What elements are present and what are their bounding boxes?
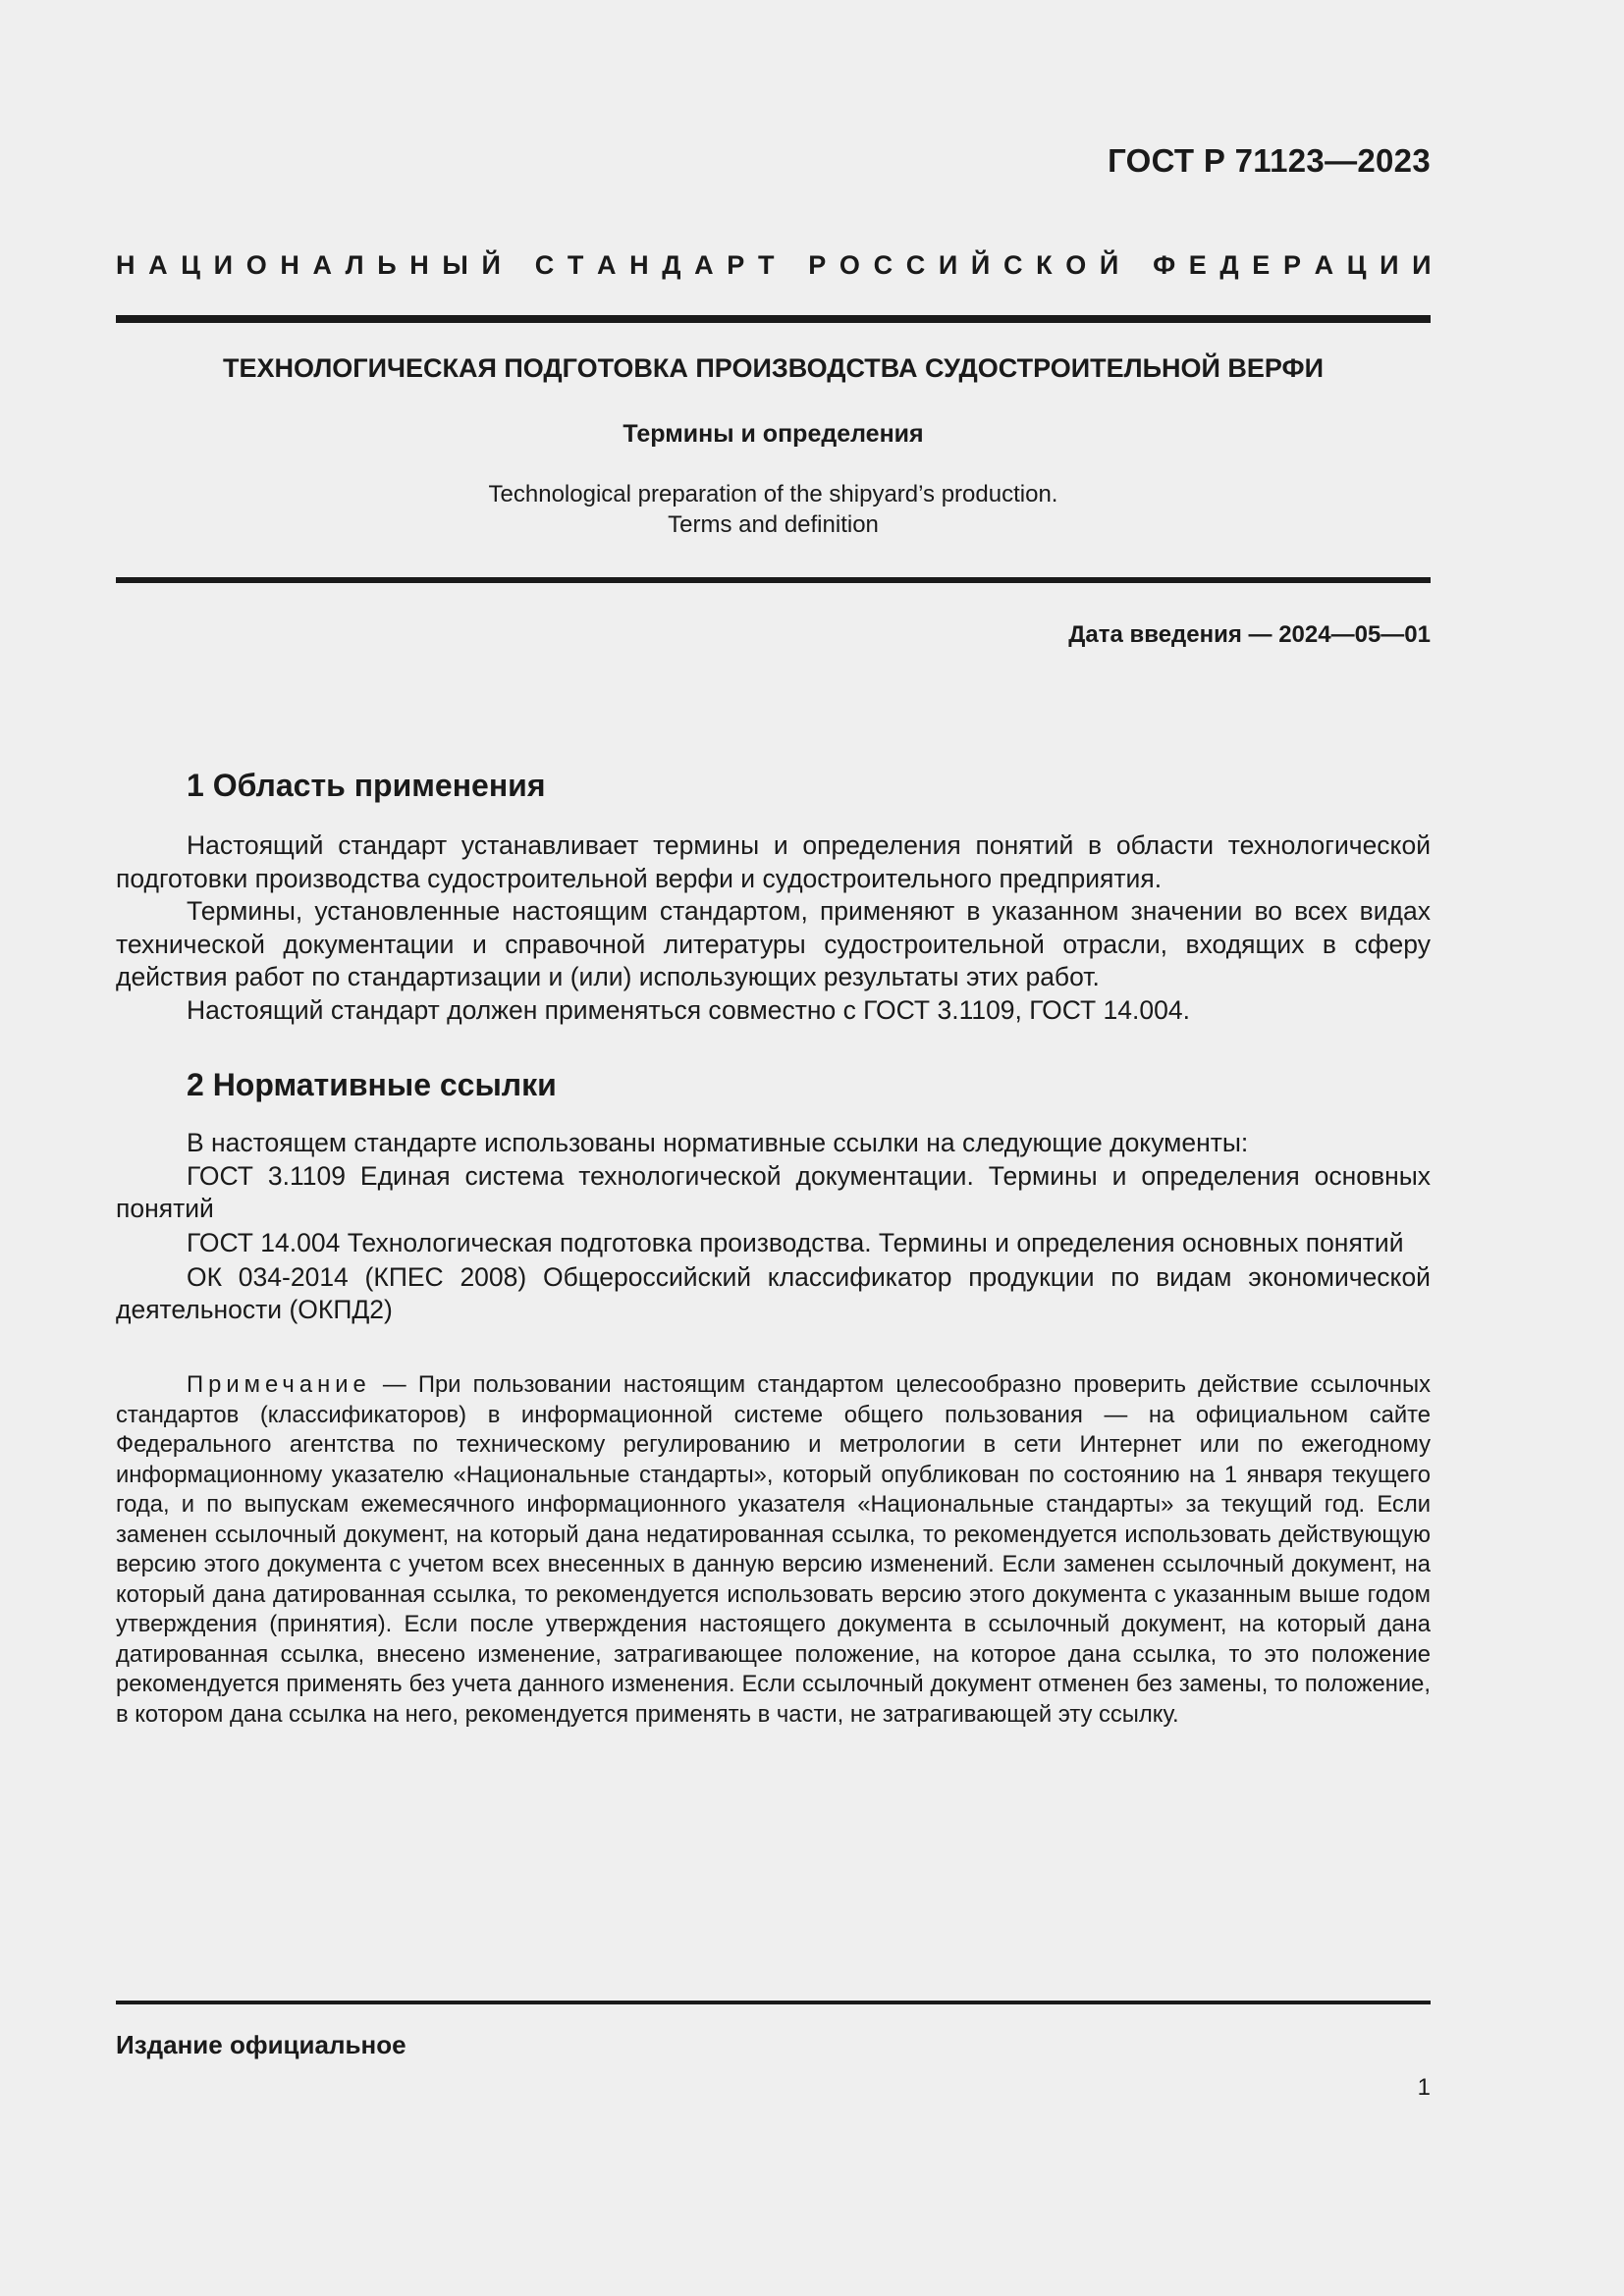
standard-type-char: Й [481, 250, 501, 280]
header-rule-top [116, 315, 1431, 323]
standard-type-char: Т [757, 250, 775, 280]
english-title-line-2: Terms and definition [668, 511, 879, 538]
standard-type-char: Ь [377, 250, 397, 280]
section-1-body [116, 829, 1431, 1027]
standard-type-char: А [1314, 250, 1334, 280]
footer-rule [116, 2001, 1431, 2004]
standard-type-char: С [905, 250, 926, 280]
standard-type-char: Ц [181, 250, 201, 280]
standard-type-char: Н [116, 250, 135, 280]
document-subtitle: Термины и определения [623, 420, 924, 448]
standard-type-char [1132, 250, 1140, 281]
reference-item: ГОСТ 3.1109 Единая система технологической документации. Термины и определения основных понятий [116, 1160, 1431, 1223]
note-text: — При пользовании настоящим стандартом целесообразно проверить действие ссылочных стандартов (классификаторов) в информационной системе общего пользования — на официальном сайте Федерального агентства по техническому регулированию и метрологии в сети Интернет или по ежегодному информационному указателю «Национальные стандарты», который опубликован по состоянию на 1 января текущего года, и по выпускам ежемесячного информационного указателя «Национальные стандарты» за текущий год. Если заменен ссылочный документ, на который дана недатированная ссылка, то рекомендуется использовать действующую версию этого документа с учетом всех внесенных в данную версию изменений. Если заменен ссылочный документ, на который дана датированная ссылка, то рекомендуется использовать версию этого документа с указанным выше годом утверждения (принятия). Если после утверждения настоящего документа в ссылочный документ, на который дана датированная ссылка, внесено изменение, затрагивающее положение, на которое дана ссылка, то это положение рекомендуется применять без учета данного изменения. Если ссылочный документ отменен без замены, то положение, в котором дана ссылка на него, рекомендуется применять в части, не затрагивающей эту ссылку. [116, 1371, 1431, 1728]
english-title-line-1: Technological preparation of the shipyard’s production. [488, 481, 1058, 507]
section-2-heading: 2 Нормативные ссылки [187, 1067, 557, 1102]
reference-item: ОК 034-2014 (КПЕС 2008) Общероссийский классификатор продукции по видам экономической деятельности (ОКПД2) [116, 1261, 1431, 1324]
standard-type-char: Н [629, 250, 649, 280]
standard-type-char: С [534, 250, 555, 280]
reference-note [116, 1370, 1431, 1730]
standard-type-char: А [596, 250, 617, 280]
standard-type-char: А [148, 250, 168, 280]
standard-type-char: Ы [442, 250, 468, 280]
section-2-body [116, 1127, 1431, 1326]
standard-type-char: Л [345, 250, 364, 280]
standard-type-char: Е [1252, 250, 1271, 280]
standard-type-char: А [694, 250, 714, 280]
standard-type-char: Й [1099, 250, 1119, 280]
standard-type-char [787, 250, 795, 281]
standard-type-char: Д [662, 250, 681, 280]
standard-type-char: К [1036, 250, 1053, 280]
standard-type-char: О [839, 250, 860, 280]
standard-type-char: О [1065, 250, 1087, 280]
section-1-paragraph: Настоящий стандарт должен применяться совместно с ГОСТ 3.1109, ГОСТ 14.004. [187, 994, 1190, 1025]
reference-item: ГОСТ 14.004 Технологическая подготовка производства. Термины и определения основных понятий [187, 1227, 1404, 1257]
standard-type-char: С [1002, 250, 1023, 280]
standard-type-char: Т [567, 250, 584, 280]
gost-number: ГОСТ Р 71123—2023 [1108, 142, 1431, 179]
header-rule-bottom [116, 577, 1431, 583]
section-2-intro: В настоящем стандарте использованы нормативные ссылки на следующие документы: [187, 1128, 1249, 1157]
standard-type-char: И [213, 250, 234, 280]
section-1-paragraph: Термины, установленные настоящим стандартом, применяют в указанном значении во всех видах технической документации и справочной литературы судостроительной отрасли, входящих в сферу действия работ по стандартизации и (или) использующих результаты этих работ. [116, 896, 1431, 991]
page-number: 1 [1417, 2074, 1431, 2101]
standard-type-char: Р [1282, 250, 1301, 280]
standard-type-char: Н [280, 250, 299, 280]
standard-type-char: Д [1219, 250, 1239, 280]
introduction-date: Дата введения — 2024—05—01 [1068, 621, 1431, 648]
standard-type-char: И [1412, 250, 1432, 280]
standard-type-char: И [1380, 250, 1399, 280]
standard-type-char: А [312, 250, 332, 280]
standard-type-char: Й [970, 250, 991, 280]
document-title: ТЕХНОЛОГИЧЕСКАЯ ПОДГОТОВКА ПРОИЗВОДСТВА СУДОСТРОИТЕЛЬНОЙ ВЕРФИ [222, 353, 1324, 383]
standard-type-char: Е [1188, 250, 1207, 280]
standard-type-char: С [873, 250, 893, 280]
official-edition-label: Издание официальное [116, 2030, 406, 2059]
section-1-paragraph: Настоящий стандарт устанавливает термины и определения понятий в области технологической подготовки производства судостроительной верфи и судостроительного предприятия. [116, 830, 1431, 893]
english-title [116, 479, 1431, 540]
standard-type-char: Ц [1346, 250, 1367, 280]
section-1-heading: 1 Область применения [187, 768, 546, 803]
standard-type-char: Ф [1153, 250, 1176, 280]
standard-type-char: О [245, 250, 267, 280]
standard-type-char: Р [727, 250, 745, 280]
standard-type-char: И [938, 250, 958, 280]
standard-type-char: Р [808, 250, 827, 280]
note-label: Примечание [187, 1371, 371, 1398]
standard-type-heading [116, 250, 1432, 281]
standard-type-char: Н [409, 250, 429, 280]
standard-type-char [514, 250, 522, 281]
